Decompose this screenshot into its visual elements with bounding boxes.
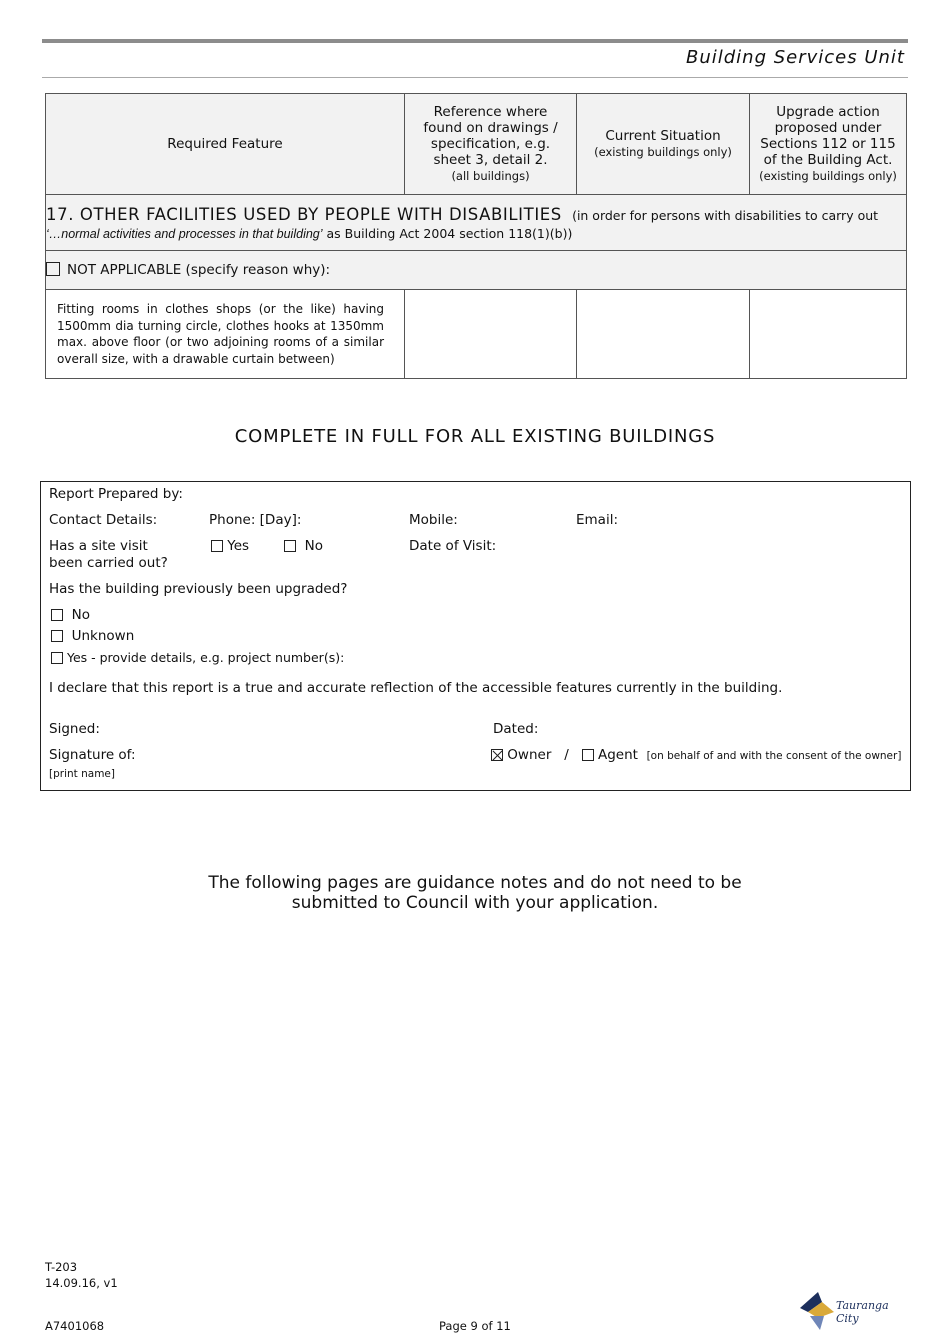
col-current-situation: Current Situation (existing buildings only) bbox=[577, 94, 750, 195]
table-header-row bbox=[46, 94, 907, 195]
upgrade-cell[interactable] bbox=[750, 290, 907, 379]
no-checkbox[interactable] bbox=[284, 540, 296, 552]
header-rule bbox=[42, 39, 908, 43]
signature-of-label: Signature of: bbox=[49, 747, 136, 763]
yes-checkbox[interactable] bbox=[211, 540, 223, 552]
section-title: 17. OTHER FACILITIES USED BY PEOPLE WITH DISABILITIES bbox=[46, 204, 562, 224]
col-required-feature: Required Feature bbox=[46, 94, 405, 195]
logo-text: Tauranga City bbox=[836, 1299, 889, 1325]
contact-details-label: Contact Details: bbox=[49, 512, 158, 528]
not-applicable-label: NOT APPLICABLE (specify reason why): bbox=[67, 262, 331, 278]
col-upgrade-action: Upgrade action proposed under Sections 112 or 115 of the Building Act. (existing buildings only) bbox=[750, 94, 907, 195]
reference-cell[interactable] bbox=[405, 290, 577, 379]
site-visit-no[interactable]: No bbox=[284, 538, 323, 554]
upgraded-question: Has the building previously been upgraded? bbox=[49, 581, 348, 597]
feature-cell: Fitting rooms in clothes shops (or the like) having 1500mm dia turning circle, clothes hooks at 1350mm max. above floor (or two adjoining rooms of a similar overall size, with a drawable curtain between) bbox=[46, 290, 405, 379]
form-code: T-203 bbox=[45, 1260, 78, 1274]
phone-label: Phone: [Day]: bbox=[209, 512, 302, 528]
owner-agent-choice bbox=[491, 747, 901, 763]
page-number: Page 9 of 11 bbox=[439, 1319, 511, 1333]
complete-heading: COMPLETE IN FULL FOR ALL EXISTING BUILDINGS bbox=[234, 426, 716, 447]
upgraded-unknown-checkbox[interactable] bbox=[51, 630, 63, 642]
agent-note: [on behalf of and with the consent of the owner] bbox=[646, 750, 902, 762]
dated-label: Dated: bbox=[493, 721, 539, 737]
header-divider bbox=[42, 77, 908, 78]
section-row bbox=[46, 195, 907, 251]
table-row bbox=[46, 290, 907, 379]
not-applicable-checkbox[interactable] bbox=[46, 262, 60, 276]
prepared-by-label: Report Prepared by: bbox=[49, 486, 183, 502]
section-note-2: ‘…normal activities and processes in that building’ as Building Act 2004 section 118(1)(b)) bbox=[46, 225, 573, 241]
upgraded-unknown-option[interactable]: Unknown bbox=[51, 628, 134, 644]
signed-label: Signed: bbox=[49, 721, 100, 737]
site-visit-label: Has a site visit been carried out? bbox=[49, 538, 168, 571]
tauranga-logo bbox=[798, 1288, 908, 1332]
guidance-note: The following pages are guidance notes and do not need to be submitted to Council with your application. bbox=[208, 873, 742, 913]
col-reference: Reference where found on drawings / specification, e.g. sheet 3, detail 2. (all buildings) bbox=[405, 94, 577, 195]
owner-label: Owner bbox=[507, 747, 552, 763]
site-visit-yes[interactable]: Yes bbox=[211, 538, 249, 554]
unit-title: Building Services Unit bbox=[685, 47, 905, 68]
not-applicable-row bbox=[46, 251, 907, 290]
declaration-text: I declare that this report is a true and accurate reflection of the accessible features currently in the building. bbox=[49, 680, 783, 696]
upgraded-no-option[interactable]: No bbox=[51, 607, 90, 623]
upgraded-yes-checkbox[interactable] bbox=[51, 652, 63, 664]
form-version: 14.09.16, v1 bbox=[45, 1276, 118, 1290]
date-of-visit-label: Date of Visit: bbox=[409, 538, 497, 554]
upgraded-yes-option[interactable]: Yes - provide details, e.g. project number(s): bbox=[51, 650, 344, 665]
agent-checkbox[interactable] bbox=[582, 749, 594, 761]
requirements-table bbox=[45, 93, 907, 379]
print-name-label: [print name] bbox=[49, 768, 115, 780]
document-id: A7401068 bbox=[45, 1319, 105, 1333]
mobile-label: Mobile: bbox=[409, 512, 458, 528]
owner-checkbox[interactable] bbox=[491, 749, 503, 761]
section-note: (in order for persons with disabilities to carry out bbox=[572, 207, 879, 223]
agent-label: Agent bbox=[598, 747, 638, 763]
current-cell[interactable] bbox=[577, 290, 750, 379]
email-label: Email: bbox=[576, 512, 619, 528]
slash-separator: / bbox=[564, 747, 569, 763]
upgraded-no-checkbox[interactable] bbox=[51, 609, 63, 621]
report-box bbox=[40, 481, 911, 791]
logo-mark-icon bbox=[798, 1288, 838, 1332]
